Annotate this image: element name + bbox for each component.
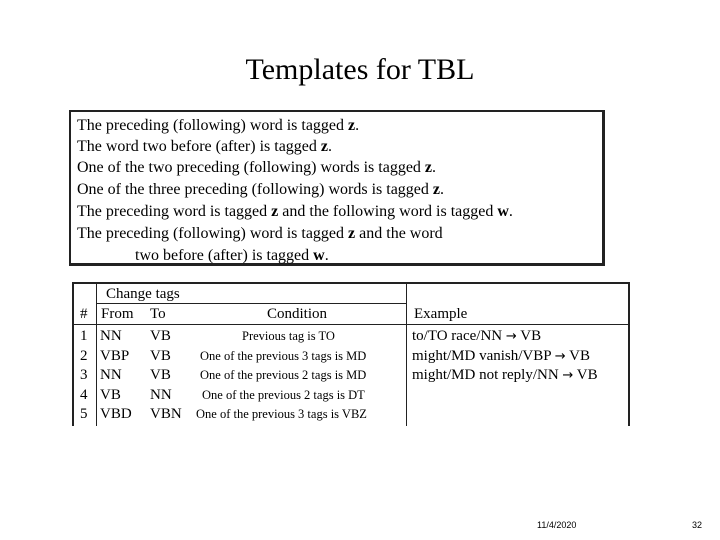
row-condition: One of the previous 2 tags is DT: [202, 388, 365, 402]
row-from: NN: [100, 328, 122, 344]
row-example: might/MD vanish/VBP → VB: [412, 348, 591, 364]
col-header-from: From: [101, 306, 134, 322]
row-from: VBD: [100, 406, 132, 422]
header-divider: [74, 324, 630, 325]
row-from: VBP: [100, 348, 130, 364]
templates-box: [69, 110, 605, 266]
template-line: two before (after) is tagged w.: [135, 247, 329, 264]
col-header-num: #: [80, 306, 88, 322]
right-arrow-icon: →: [505, 329, 517, 344]
row-from: NN: [100, 367, 122, 383]
row-from: VB: [100, 387, 121, 403]
row-condition: One of the previous 3 tags is MD: [200, 349, 367, 363]
col-header-condition: Condition: [267, 306, 328, 322]
row-to: NN: [150, 387, 172, 403]
row-to: VB: [150, 348, 171, 364]
template-line: One of the three preceding (following) words is tagged z.: [77, 181, 444, 198]
template-line: One of the two preceding (following) words is tagged z.: [77, 159, 437, 176]
row-condition: Previous tag is TO: [242, 329, 335, 343]
template-line: The word two before (after) is tagged z.: [77, 138, 333, 155]
row-num: 4: [80, 387, 88, 403]
right-arrow-icon: →: [554, 349, 566, 364]
row-example: to/TO race/NN → VB: [412, 328, 542, 344]
col-header-example: Example: [414, 306, 468, 322]
row-condition: One of the previous 3 tags is VBZ: [196, 407, 367, 421]
rules-table: [72, 282, 630, 426]
row-to: VB: [150, 328, 171, 344]
col-header-to: To: [150, 306, 166, 322]
group-header-divider: [96, 303, 406, 304]
template-line: The preceding (following) word is tagged z.: [77, 117, 360, 134]
row-num: 3: [80, 367, 88, 383]
template-line: The preceding word is tagged z and the following word is tagged w.: [77, 203, 513, 220]
row-to: VB: [150, 367, 171, 383]
right-arrow-icon: →: [562, 368, 574, 383]
row-to: VBN: [150, 406, 182, 422]
row-num: 2: [80, 348, 88, 364]
group-header: Change tags: [106, 286, 180, 302]
footer-page-number: 32: [692, 520, 703, 530]
row-num: 1: [80, 328, 88, 344]
slide-title: Templates for TBL: [245, 53, 475, 86]
row-num: 5: [80, 406, 88, 422]
column-divider: [96, 284, 97, 426]
template-line: The preceding (following) word is tagged z and the word: [77, 225, 443, 242]
row-example: might/MD not reply/NN → VB: [412, 367, 598, 383]
column-divider: [406, 284, 407, 426]
footer-date: 11/4/2020: [537, 520, 577, 530]
row-condition: One of the previous 2 tags is MD: [200, 368, 367, 382]
